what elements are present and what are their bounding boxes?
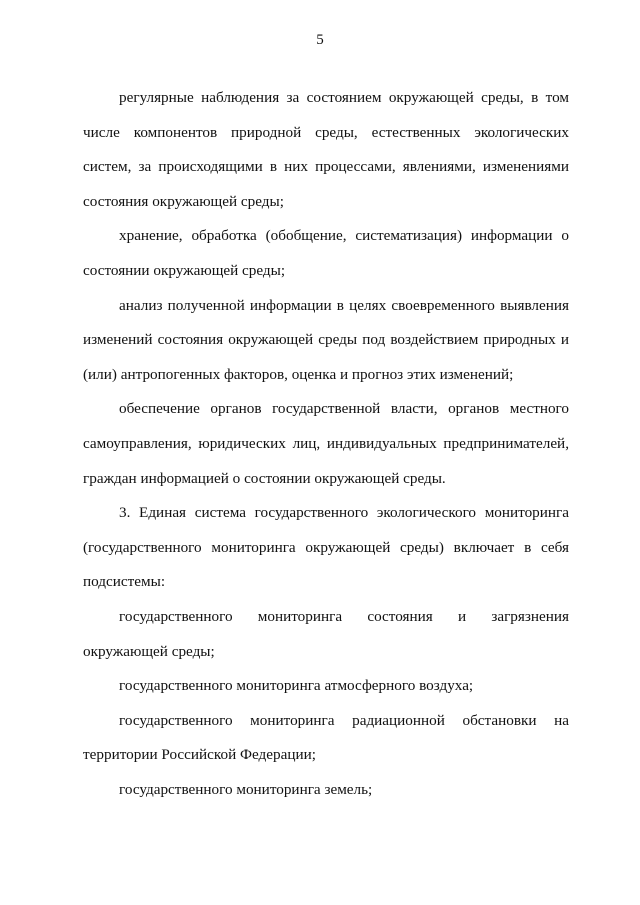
document-body xyxy=(83,81,569,807)
paragraph-subsystem-land: государственного мониторинга земель; xyxy=(119,780,373,798)
paragraph-subsystem-air: государственного мониторинга атмосферного воздуха; xyxy=(119,677,474,695)
paragraph-information-provision: обеспечение органов государственной власти, органов местного самоуправления, юридических лиц, индивидуальных предпринимателей, граждан информацией о состоянии окружающей среды. xyxy=(83,400,569,487)
paragraph-storage-processing: хранение, обработка (обобщение, систематизация) информации о состоянии окружающей среды; xyxy=(83,227,569,279)
paragraph-item-3-subsystems: 3. Единая система государственного экологического мониторинга (государственного мониторинга окружающей среды) включает в себя подсистемы: xyxy=(83,504,569,591)
paragraph-subsystem-pollution: государственного мониторинга состояния и загрязнения окружающей среды; xyxy=(83,607,569,660)
paragraph-subsystem-radiation: государственного мониторинга радиационной обстановки на территории Российской Федерации; xyxy=(83,711,569,764)
paragraph-monitoring-observations: регулярные наблюдения за состоянием окружающей среды, в том числе компонентов природной среды, естественных экологических систем, за происходящими в них процессами, явлениями, изменениями состояния окружающей среды; xyxy=(83,89,569,210)
page-number: 5 xyxy=(316,32,324,48)
paragraph-analysis: анализ полученной информации в целях своевременного выявления изменений состояния окружающей среды под воздействием природных и (или) антропогенных факторов, оценка и прогноз этих изменений; xyxy=(83,296,569,383)
